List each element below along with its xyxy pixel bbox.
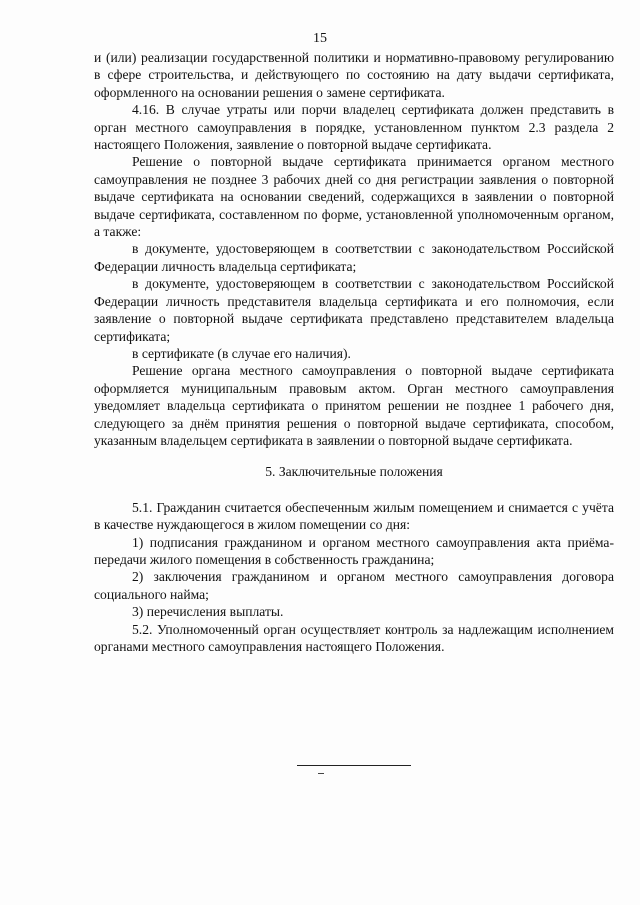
page-number: 15: [313, 31, 327, 46]
paragraph: 3) перечисления выплаты.: [132, 604, 284, 620]
paragraph: и (или) реализации государственной политики и нормативно-правовому регулированию в сфере строительства, и действующего по состоянию на дату выдачи сертификата, оформленного на основании решения о замене сертификата.: [94, 50, 614, 100]
paragraph: Решение органа местного самоуправления о повторной выдаче сертификата оформляется муниципальным правовым актом. Орган местного самоуправления уведомляет владельца сертификата о принятом решении не позднее 1 рабочего дня, следующего за днём принятия решения о повторной выдаче сертификата, способом, указанным владельцем сертификата в заявлении о повторной выдаче сертификата.: [94, 363, 614, 448]
paragraph: Решение о повторной выдаче сертификата принимается органом местного самоуправления не позднее 3 рабочих дней со дня регистрации заявления о повторной выдаче сертификата на основании сведений, содержащихся в заявлении о повторной выдаче сертификата, составленном по форме, установленной уполномоченным органом, а также:: [94, 154, 614, 240]
paragraph: 1) подписания гражданином и органом местного самоуправления акта приёма-передачи жилого помещения в собственность гражданина;: [94, 534, 614, 567]
paragraph: в документе, удостоверяющем в соответствии с законодательством Российской Федерации личность представителя владельца сертификата и его полномочия, если заявление о повторной выдаче сертификата представлено представителем владельца сертификата;: [94, 276, 614, 344]
closing-rule-mark: [318, 773, 324, 774]
paragraph: 4.16. В случае утраты или порчи владелец сертификата должен представить в орган местного самоуправления в порядке, установленном пунктом 2.3 раздела 2 настоящего Положения, заявление о повторной выдаче сертификата.: [94, 102, 614, 153]
paragraph: 5.2. Уполномоченный орган осуществляет контроль за надлежащим исполнением органами местного самоуправления настоящего Положения.: [94, 621, 614, 654]
closing-rule: [297, 765, 411, 766]
paragraph: 5.1. Гражданин считается обеспеченным жилым помещением и снимается с учёта в качестве нуждающегося в жилом помещении со дня:: [94, 499, 614, 533]
paragraph: в сертификате (в случае его наличия).: [132, 345, 351, 361]
paragraph: 2) заключения гражданином и органом местного самоуправления договора социального найма;: [94, 569, 614, 602]
section-heading: 5. Заключительные положения: [265, 464, 443, 480]
document-body: [94, 49, 614, 655]
paragraph: в документе, удостоверяющем в соответствии с законодательством Российской Федерации личность владельца сертификата;: [94, 241, 614, 274]
